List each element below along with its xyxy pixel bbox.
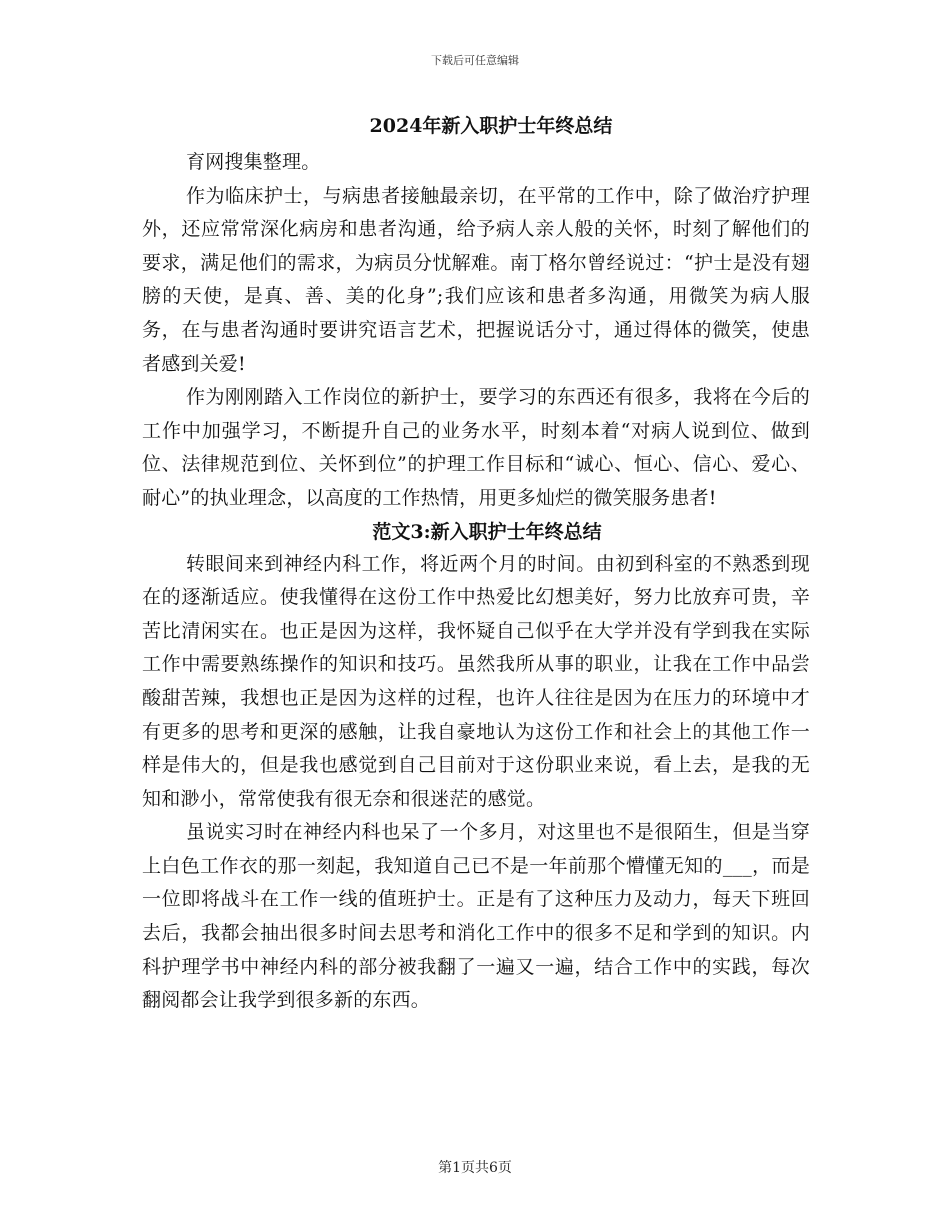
paragraph: 转眼间来到神经内科工作，将近两个月的时间。由初到科室的不熟悉到现在的逐渐适应。使我懂得在这份工作中热爱比幻想美好，努力比放弃可贵，辛苦比清闲实在。也正是因为这样，我怀疑自己似乎在大学并没有学到我在实际工作中需要熟练操作的知识和技巧。虽然我所从事的职业，让我在工作中品尝酸甜苦辣，我想也正是因为这样的过程，也许人往往是因为在压力的环境中才有更多的思考和更深的感触，让我自豪地认为这份工作和社会上的其他工作一样是伟大的，但是我也感觉到自己目前对于这份职业来说，看上去，是我的无知和渺小，常常使我有很无奈和很迷茫的感觉。 <box>142 552 810 810</box>
page-number: 第1页共6页 <box>438 1160 512 1176</box>
paragraph: 作为临床护士，与病患者接触最亲切，在平常的工作中，除了做治疗护理外，还应常常深化病房和患者沟通，给予病人亲人般的关怀，时刻了解他们的要求，满足他们的需求，为病员分忧解难。南丁格尔曾经说过：“护士是没有翅膀的天使，是真、善、美的化身”;我们应该和患者多沟通，用微笑为病人服务，在与患者沟通时要讲究语言艺术，把握说话分寸，通过得体的微笑，使患者感到关爱! <box>142 184 810 375</box>
page-header-note: 下载后可任意编辑 <box>431 54 519 67</box>
document-body <box>142 106 810 1018</box>
section-title: 范文3:新入职护士年终总结 <box>372 520 602 543</box>
paragraph: 虽说实习时在神经内科也呆了一个多月，对这里也不是很陌生，但是当穿上白色工作衣的那一刻起，我知道自己已不是一年前那个懵懂无知的___，而是一位即将战斗在工作一线的值班护士。正是有了这种压力及动力，每天下班回去后，我都会抽出很多时间去思考和消化工作中的很多不足和学到的知识。内科护理学书中神经内科的部分被我翻了一遍又一遍，结合工作中的实践，每次翻阅都会让我学到很多新的东西。 <box>142 821 810 1012</box>
paragraph: 作为刚刚踏入工作岗位的新护士，要学习的东西还有很多，我将在今后的工作中加强学习，不断提升自己的业务水平，时刻本着“对病人说到位、做到位、法律规范到位、关怀到位”的护理工作目标和“诚心、恒心、信心、爱心、耐心”的执业理念，以高度的工作热情，用更多灿烂的微笑服务患者! <box>142 386 810 509</box>
document-title: 2024年新入职护士年终总结 <box>369 115 613 137</box>
paragraph: 育网搜集整理。 <box>186 151 321 173</box>
